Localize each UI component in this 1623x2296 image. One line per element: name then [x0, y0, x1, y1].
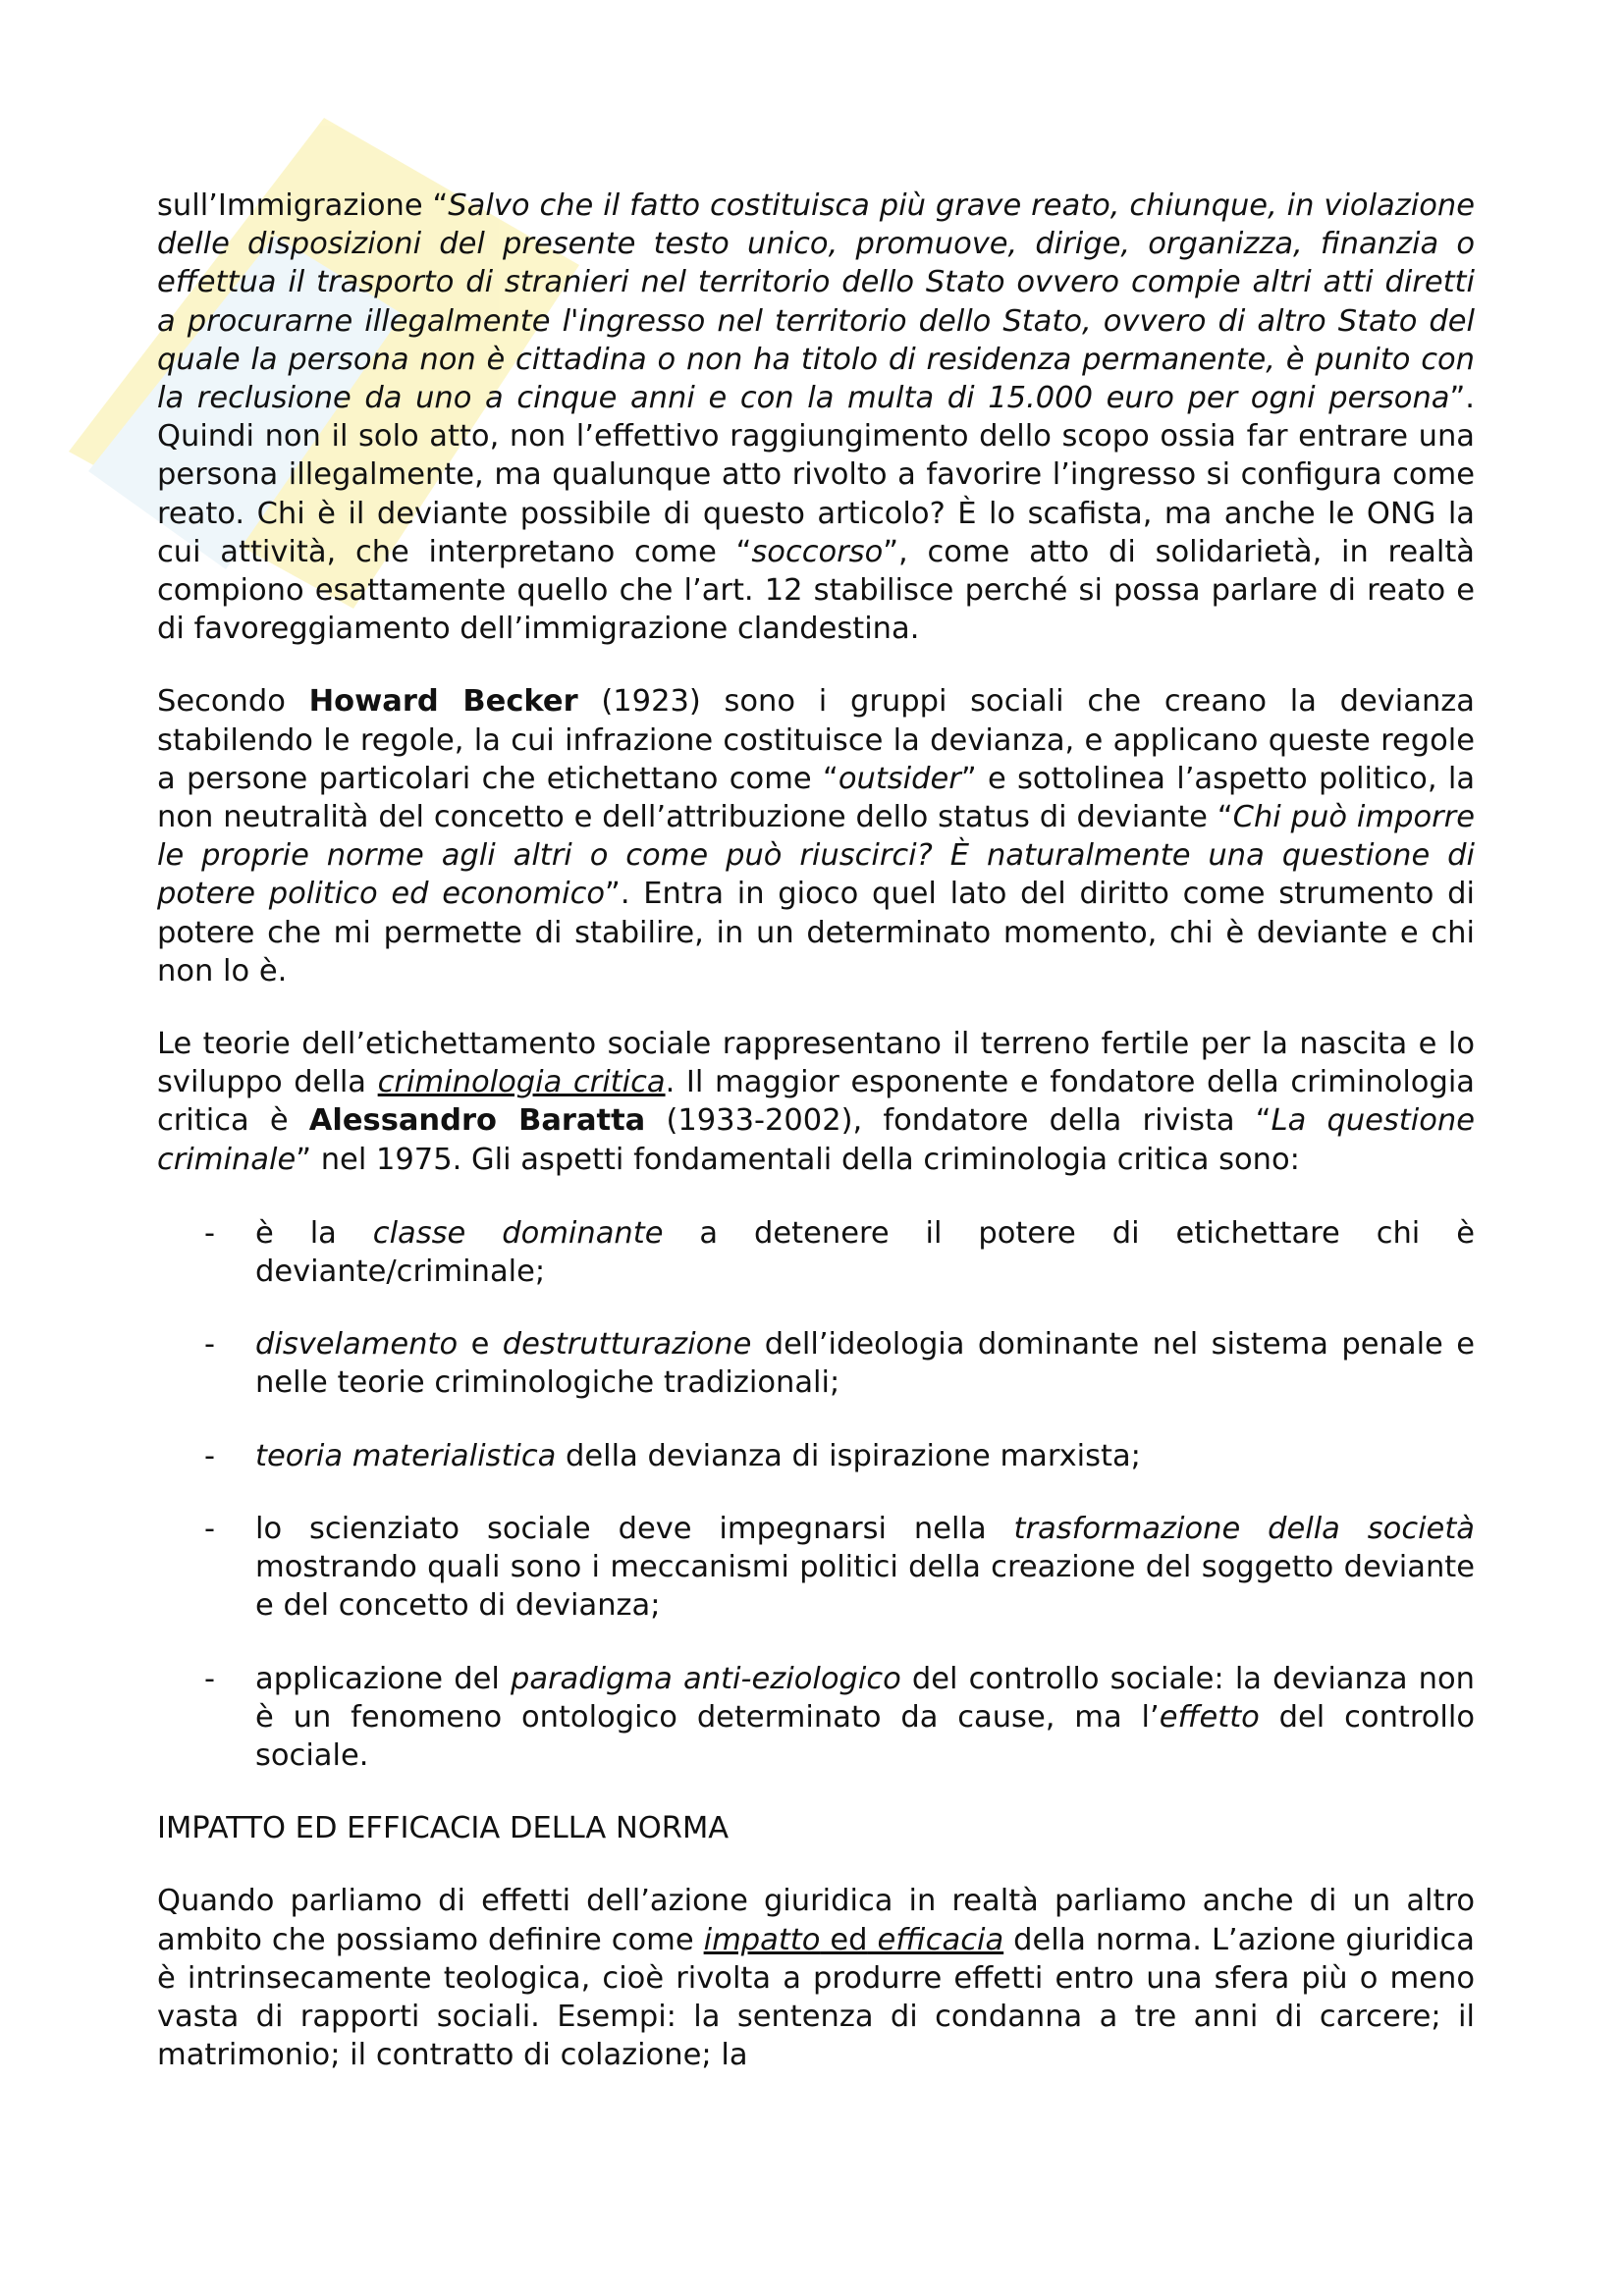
dash-bullet: - — [204, 1438, 216, 1473]
paragraph-criminologia-critica — [157, 1025, 1475, 1179]
text-span: lo scienziato sociale deve impegnarsi nella — [255, 1511, 1014, 1546]
term-soccorso: soccorso — [751, 534, 884, 569]
dash-bullet: - — [204, 1511, 216, 1546]
text-span: ” e sottolinea l’aspetto politico, la non neutralità del concetto e dell’attribuzione dello status di deviante “ — [157, 761, 1476, 835]
dash-bullet: - — [204, 1327, 216, 1362]
text-span: ”. Entra in gioco quel lato del diritto come strumento di potere che mi permette di stabilire, in un determinato momento, chi è deviante e chi non lo è. — [157, 877, 1475, 988]
term-impatto: impatto — [703, 1922, 821, 1957]
text-span: mostrando quali sono i meccanismi politici della creazione del soggetto deviante e del concetto di devianza; — [255, 1550, 1475, 1624]
text-span: Le teorie dell’etichettamento sociale rappresentano il terreno fertile per la nascita e lo sviluppo della — [157, 1027, 1475, 1100]
text-span: ”, come atto di solidarietà, in realtà compiono esattamente quello che l’art. 12 stabilisce perché si possa parlare di reato e di favoreggiamento dell’immigrazione clandestina. — [157, 534, 1475, 647]
text-span: ed — [820, 1922, 868, 1957]
text-span: . Il maggior esponente e fondatore della criminologia critica è — [157, 1065, 1475, 1139]
text-span: del controllo sociale: la devianza non è un fenomeno ontologico determinato da cause, ma l’ — [255, 1661, 1475, 1735]
paragraph-immigrazione — [157, 187, 1475, 648]
text-span: dell’ideologia dominante nel sistema penale e nelle teorie criminologiche tradizionali; — [255, 1327, 1476, 1401]
section-heading: IMPATTO ED EFFICACIA DELLA NORMA — [157, 1811, 730, 1846]
term-trasformazione-societa: trasformazione della società — [1013, 1511, 1475, 1546]
text-span: applicazione del — [255, 1661, 511, 1696]
term-la-questione-criminale: La questione criminale — [157, 1103, 1475, 1177]
list-item — [157, 1437, 1475, 1475]
text-span: Secondo — [157, 684, 309, 720]
term-paradigma-anti-eziologico: paradigma anti-eziologico — [510, 1661, 901, 1696]
name-howard-becker: Howard Becker — [308, 684, 578, 720]
term-criminologia-critica: criminologia critica — [377, 1065, 666, 1100]
dash-bullet: - — [204, 1215, 216, 1251]
text-span: e — [458, 1327, 503, 1362]
term-destrutturazione: destrutturazione — [502, 1327, 752, 1362]
text-span: ”. Quindi non il solo atto, non l’effettivo raggiungimento dello scopo ossia far entrare una persona illegalmente, ma qualunque atto rivolto a favorire l’ingresso si configura come reato. Chi è il deviante possibile di questo articolo? È lo scafista, ma anche le ONG la cui attività, che interpretano come “ — [157, 381, 1475, 569]
quote-becker: Chi può imporre le proprie norme agli altri o come può riuscirci? È naturalmente una questione di potere politico ed economico — [157, 800, 1475, 912]
list-item — [157, 1214, 1475, 1291]
text-span: (1923) sono i gruppi sociali che creano la devianza stabilendo le regole, la cui infrazione costituisce la devianza, e applicano queste regole a persone particolari che etichettano come “ — [157, 684, 1475, 796]
text-span: della norma. L’azione giuridica è intrinsecamente teologica, cioè rivolta a produrre effetti entro una sfera più o meno vasta di rapporti sociali. Esempi: la sentenza di condanna a tre anni di carcere; il matrimonio; il contratto di colazione; la — [157, 1922, 1476, 2073]
term-teoria-materialistica: teoria materialistica — [255, 1438, 557, 1473]
list-item — [157, 1660, 1475, 1776]
text-span: Quando parliamo di effetti dell’azione giuridica in realtà parliamo anche di un altro ambito che possiamo definire come — [157, 1884, 1475, 1957]
paragraph-becker — [157, 682, 1475, 990]
term-efficacia: efficacia — [867, 1922, 1004, 1957]
text-span: ” nel 1975. Gli aspetti fondamentali della criminologia critica sono: — [296, 1142, 1300, 1177]
paragraph-impatto-efficacia — [157, 1882, 1475, 2074]
list-item — [157, 1325, 1475, 1402]
term-outsider: outsider — [838, 761, 961, 796]
text-span: a detenere il potere di etichettare chi è deviante/criminale; — [255, 1215, 1475, 1290]
text-span: è la — [255, 1215, 373, 1251]
text-span: della devianza di ispirazione marxista; — [556, 1438, 1141, 1473]
quote-article-12: Salvo che il fatto costituisca più grave reato, chiunque, in violazione delle disposizioni del presente testo unico, promuove, dirige, organizza, finanzia o effettua il trasporto di stranieri nel territorio dello Stato ovvero compie altri atti diretti a procurarne illegalmente l'ingresso nel territorio dello Stato, ovvero di altro Stato del quale la persona non è cittadina o non ha titolo di residenza permanente, è punito con la reclusione da uno a cinque anni e con la multa di 15.000 euro per ogni persona — [157, 188, 1475, 416]
bullet-list — [157, 1214, 1475, 1775]
text-span: sull’Immigrazione “ — [157, 188, 449, 223]
term-effetto: effetto — [1159, 1699, 1260, 1735]
term-classe-dominante: classe dominante — [372, 1215, 664, 1251]
document-page — [157, 187, 1475, 2074]
text-span: del controllo sociale. — [255, 1699, 1475, 1773]
dash-bullet: - — [204, 1661, 216, 1696]
term-disvelamento: disvelamento — [255, 1327, 459, 1362]
text-span: (1933-2002), fondatore della rivista “ — [645, 1103, 1271, 1139]
list-item — [157, 1510, 1475, 1626]
name-alessandro-baratta: Alessandro Baratta — [308, 1103, 646, 1139]
